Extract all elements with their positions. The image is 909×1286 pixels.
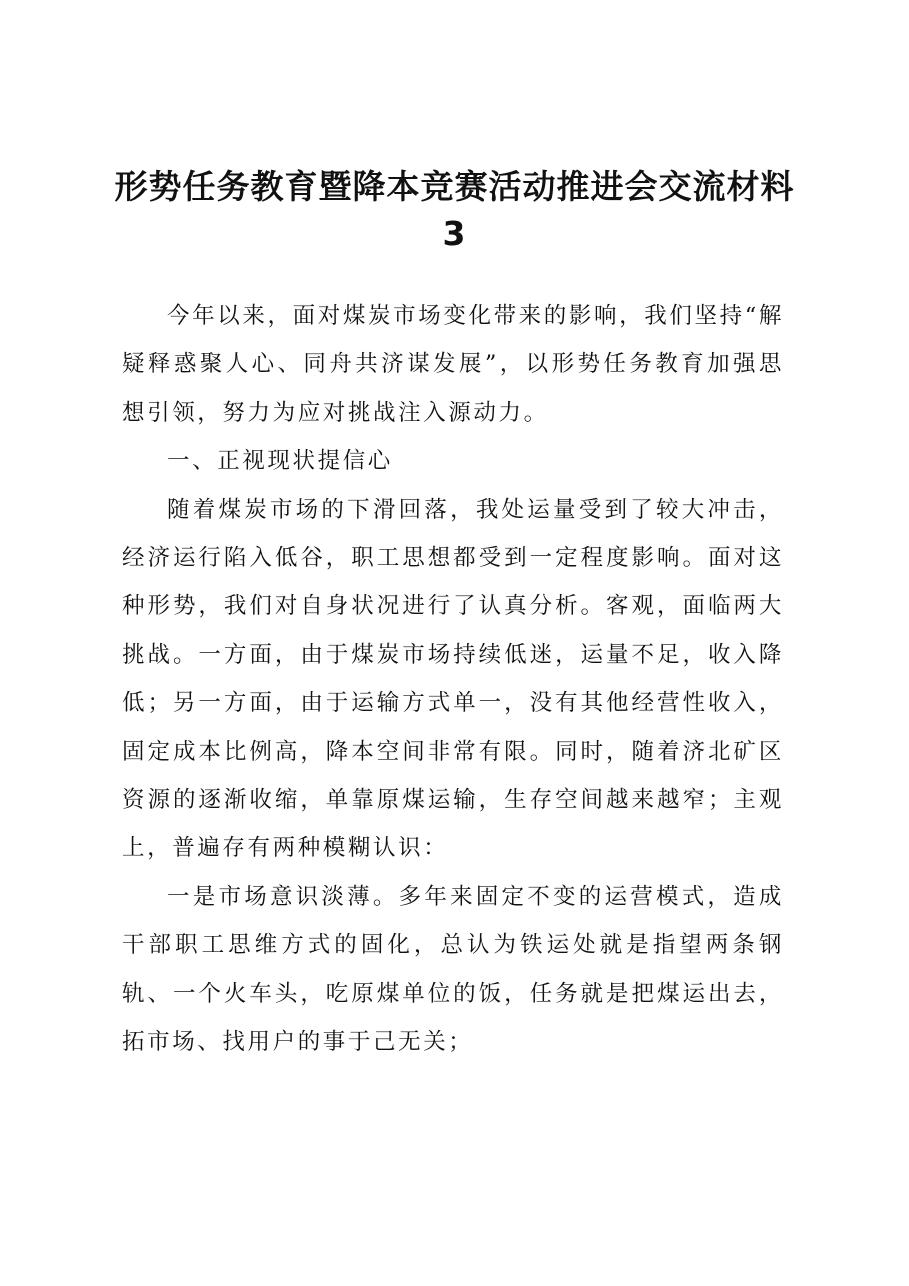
document-title-number: 3 — [442, 214, 467, 253]
paragraph-intro: 今年以来，面对煤炭市场变化带来的影响，我们坚持“解疑释惑聚人心、同舟共济谋发展”，以形势任务教育加强思想引领，努力为应对挑战注入源动力。 — [122, 303, 784, 426]
paragraph-situation: 随着煤炭市场的下滑回落，我处运量受到了较大冲击，经济运行陷入低谷，职工思想都受到一定程度影响。面对这种形势，我们对自身状况进行了认真分析。客观，面临两大挑战。一方面，由于煤炭市场持续低迷，运量不足，收入降低；另一方面，由于运输方式单一，没有其他经营性收入，固定成本比例高，降本空间非常有限。同时，随着济北矿区资源的逐渐收缩，单靠原煤运输，生存空间越来越窄；主观上，普遍存有两种模糊认识： — [122, 496, 784, 862]
section-heading: 一、正视现状提信心 — [167, 448, 393, 475]
document-body — [122, 292, 784, 1067]
document-title: 形势任务教育暨降本竞赛活动推进会交流材料 — [114, 167, 795, 206]
paragraph-market-awareness: 一是市场意识淡薄。多年来固定不变的运营模式，造成干部职工思维方式的固化，总认为铁运处就是指望两条钢轨、一个火车头，吃原煤单位的饭，任务就是把煤运出去，拓市场、找用户的事于己无关； — [122, 883, 784, 1056]
